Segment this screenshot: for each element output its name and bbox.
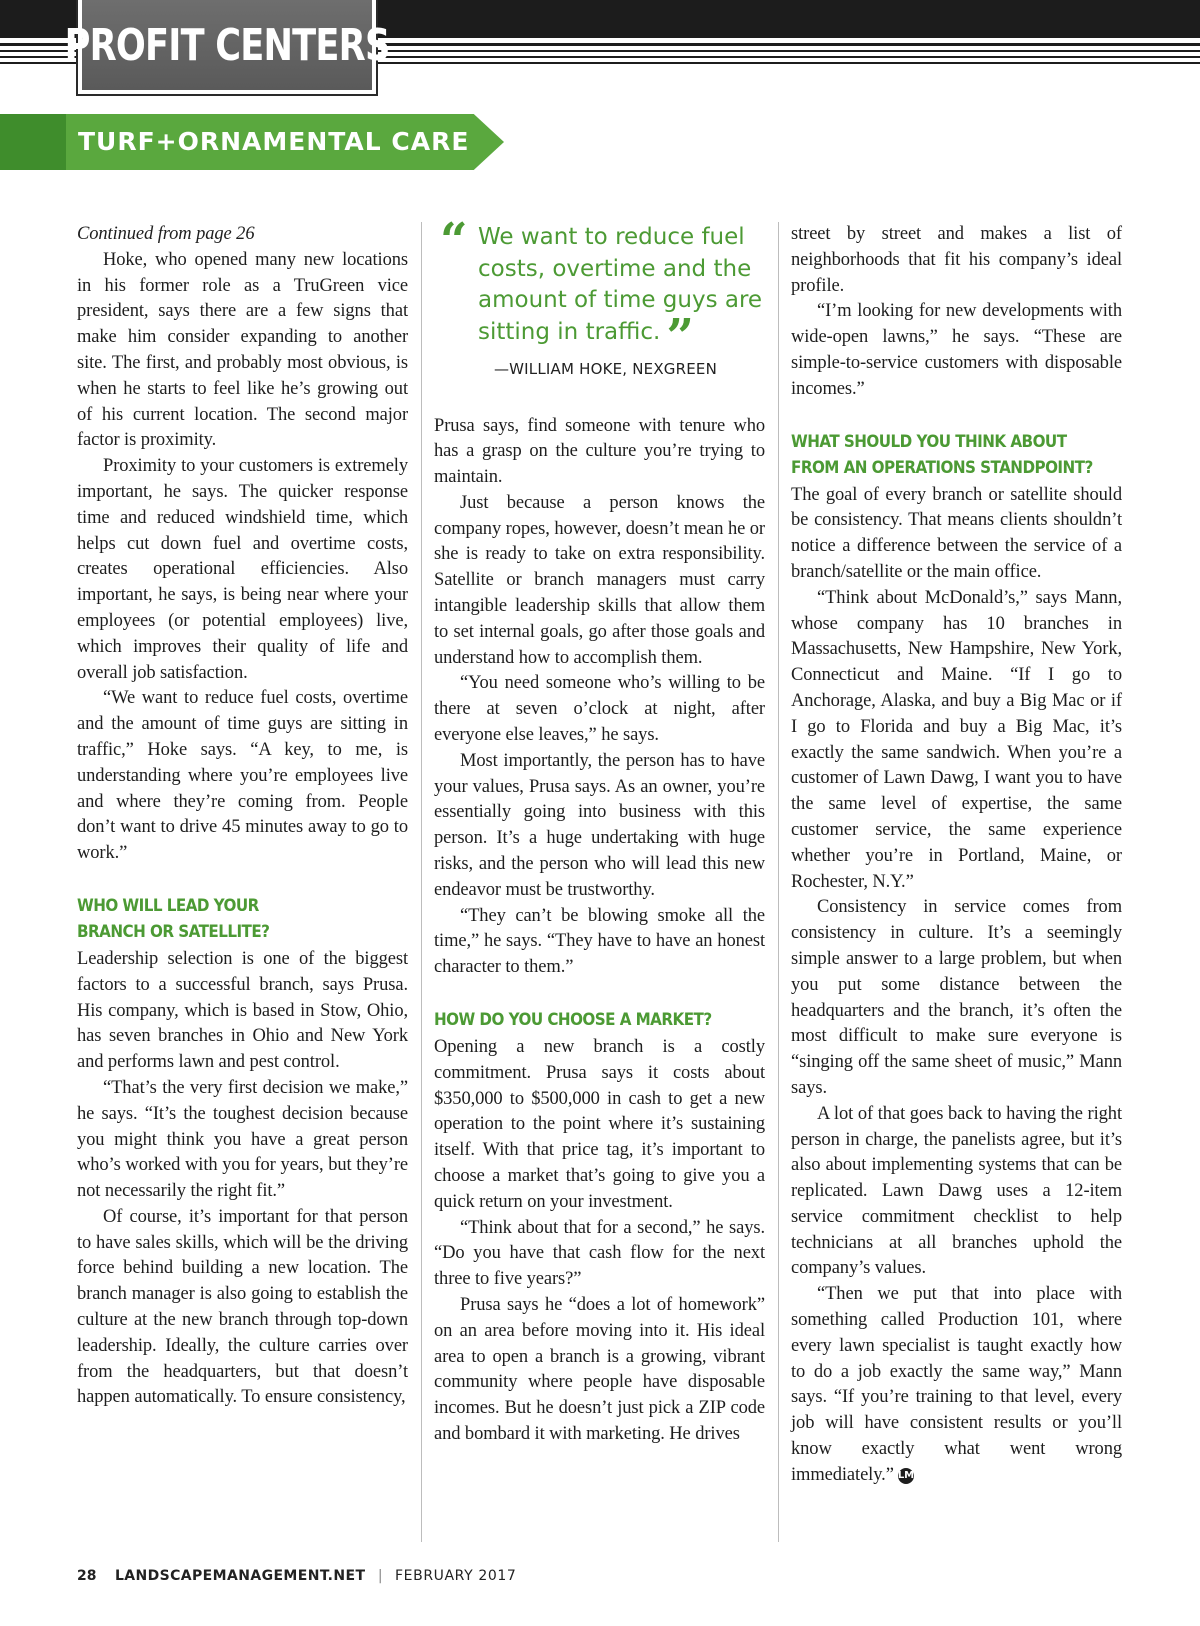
section-title: PROFIT CENTERS (64, 19, 390, 71)
footer-site: LANDSCAPEMANAGEMENT.NET (114, 1568, 366, 1584)
footer-separator: | (377, 1568, 383, 1584)
section-header-plate (64, 0, 390, 90)
paragraph: “We want to reduce fuel costs, overtime and the amount of time guys are sitting in traffic,” Hoke says. “A key, to me, is understanding where you’re employees live and where they’re coming from. People don’t want to drive 45 minutes away to go to work.” (77, 688, 408, 864)
subheading (791, 429, 1096, 481)
subsection-banner-tab (0, 114, 66, 170)
footer-date: FEBRUARY 2017 (395, 1568, 517, 1584)
paragraph: street by street and makes a list of neighborhoods that fit his company’s ideal profile. (791, 224, 1122, 296)
pull-quote-text (478, 222, 765, 365)
paragraph: Hoke, who opened many new locations in his former role as a TruGreen vice president, says there are a few signs that make him consider expanding to another site. The first, and probably most obvious, is when he starts to feel like he’s growing out of his current location. The second major factor is proximity. (77, 249, 408, 451)
subheading (77, 893, 382, 945)
paragraph: “They can’t be blowing smoke all the time,” he says. “They have to have an honest character to them.” (434, 905, 765, 978)
pull-quote-body: We want to reduce fuel costs, overtime and the amount of time guys are sitting in traffic. (478, 224, 763, 345)
paragraph: Consistency in service comes from consistency in culture. It’s a seemingly simple answer to a large problem, but when you put some distance between the headquarters and the branch, it’s often the most difficult to make sure everyone is “singing off the same sheet of music,” Mann says. (791, 897, 1122, 1098)
paragraph: “I’m looking for new developments with wide-open lawns,” he says. “These are simple-to-service customers with disposable incomes.” (791, 301, 1122, 399)
article-column-1 (77, 222, 408, 1411)
paragraph: Opening a new branch is a costly commitment. Prusa says it costs about $350,000 to $500,000 in cash to get a new operation to the point where it’s sustaining itself. With that price tag, it’s important to choose a market that’s going to give you a quick return on your investment. (434, 1037, 765, 1212)
section-header (64, 0, 390, 96)
article-column-2 (434, 213, 765, 1448)
column-divider (421, 222, 422, 1542)
paragraph: “Think about that for a second,” he says. “Do you have that cash flow for the next three to five years?” (434, 1217, 765, 1290)
paragraph: “You need someone who’s willing to be there at seven o’clock at night, after everyone else leaves,” he says. (434, 673, 765, 746)
subheading-line: WHO WILL LEAD YOUR (77, 895, 259, 915)
pull-quote-attribution: —WILLIAM HOKE, NEXGREEN (493, 359, 718, 378)
continued-note: Continued from page 26 (77, 224, 255, 244)
paragraph: Just because a person knows the company ropes, however, doesn’t mean he or she is ready to take on extra responsibility. Satellite or branch managers must carry intangible leadership skills that allow them to set internal goals, go after those goals and understand how to accomplish them. (434, 492, 765, 668)
paragraph (791, 1282, 1122, 1488)
end-of-story-icon: LM (898, 1468, 914, 1484)
article-column-3 (791, 222, 1122, 1489)
subsection-title: TURF+ORNAMENTAL CARE (78, 127, 470, 156)
open-quote-icon: “ (440, 213, 468, 269)
paragraph: Of course, it’s important for that person to have sales skills, which will be the driving force behind building a new location. The branch manager is also going to establish the culture at the new branch through top-down leadership. Ideally, the culture carries over from the headquarters, but that doesn’t happen automatically. To ensure consistency, (77, 1206, 408, 1408)
page-footer (77, 1568, 516, 1584)
subheading: HOW DO YOU CHOOSE A MARKET? (434, 1010, 712, 1030)
close-quote-icon: ” (666, 308, 694, 365)
paragraph: Leadership selection is one of the biggest factors to a successful branch, says Prusa. His company, which is based in Stow, Ohio, has seven branches in Ohio and New York and performs lawn and pest control. (77, 948, 408, 1073)
page-number: 28 (77, 1568, 97, 1584)
paragraph: “That’s the very first decision we make,” he says. “It’s the toughest decision because you might think you have a great person who’s worked with you for years, but they’re not necessarily the right fit.” (77, 1077, 408, 1202)
paragraph: Prusa says he “does a lot of homework” on an area before moving into it. His ideal area to open a branch is a growing, vibrant community where people have disposable incomes. But he doesn’t just pick a ZIP code and bombard it with marketing. He drives (434, 1295, 765, 1444)
paragraph: Prusa says, find someone with tenure who has a grasp on the culture you’re trying to maintain. (434, 415, 765, 488)
paragraph: Most importantly, the person has to have your values, Prusa says. As an owner, you’re essentially going into business with this person. It’s a huge undertaking with huge risks, and the person who will lead this new endeavor must be trustworthy. (434, 750, 765, 900)
paragraph: The goal of every branch or satellite should be consistency. That means clients shouldn’t notice a difference between the service of a branch/satellite or the main office. (791, 484, 1122, 582)
paragraph: Proximity to your customers is extremely important, he says. The quicker response time and reduced windshield time, which helps cut down fuel and overtime costs, creates operational efficiencies. Also important, he says, is being near where your employees (or potential employees) live, which improves their quality of life and overall job satisfaction. (77, 456, 408, 683)
subheading-line: FROM AN OPERATIONS STANDPOINT? (791, 457, 1093, 477)
paragraph: “Think about McDonald’s,” says Mann, whose company has 10 branches in Massachusetts, New Hampshire, New York, Connecticut and Maine. “If I go to Anchorage, Alaska, and buy a Big Mac or if I go to Florida and buy a Big Mac, it’s exactly the same sandwich. When you’re a customer of Lawn Dawg, I want you to have the same level of expertise, the same customer service, the same experience whether you’re in Portland, Maine, or Rochester, N.Y.” (791, 587, 1122, 892)
paragraph: A lot of that goes back to having the right person in charge, the panelists agree, but it’s also about implementing systems that can be replicated. Lawn Dawg uses a 12-item service commitment checklist to help technicians at all branches uphold the company’s values. (791, 1103, 1122, 1279)
subheading-line: WHAT SHOULD YOU THINK ABOUT (791, 431, 1067, 451)
column-divider (778, 222, 779, 1542)
pull-quote (434, 213, 765, 378)
subheading-line: BRANCH OR SATELLITE? (77, 921, 270, 941)
paragraph-text: “Then we put that into place with something called Production 101, where every lawn specialist is taught exactly how to do a job exactly the same way,” Mann says. “If you’re training to that level, every job will have consistent results or you’ll know exactly what went wrong immediately.” (791, 1284, 1122, 1485)
